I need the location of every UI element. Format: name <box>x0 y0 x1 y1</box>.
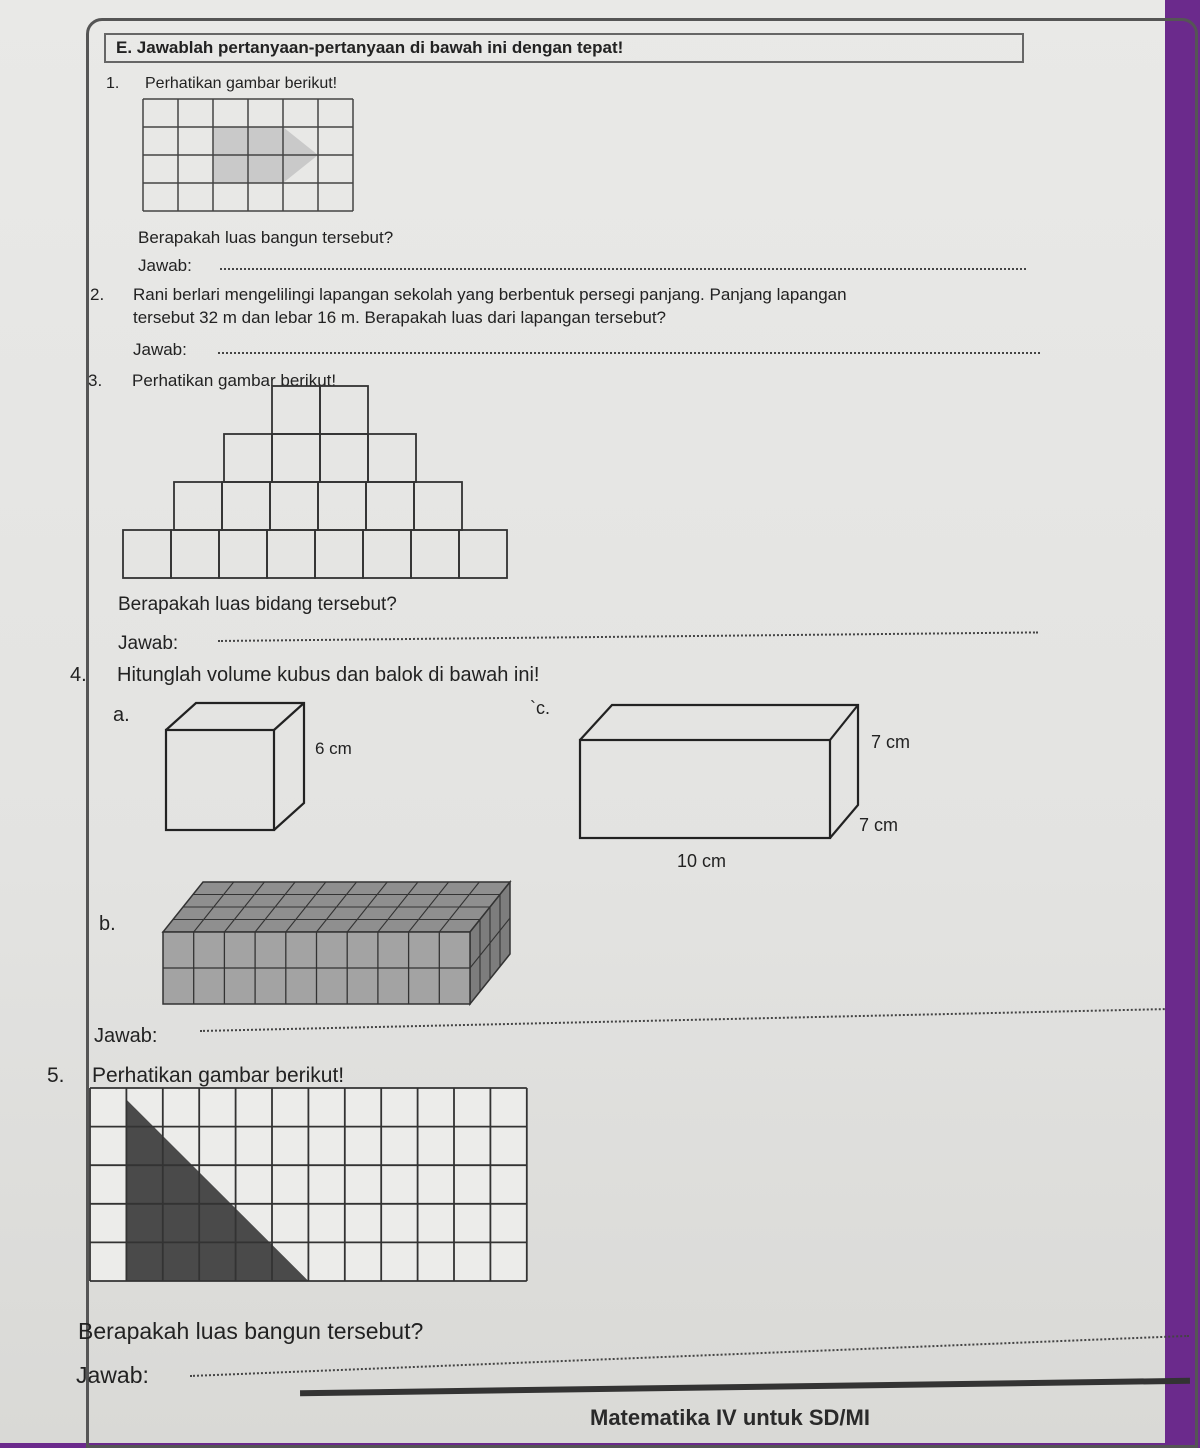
q3-answer-label: Jawab: <box>118 633 179 654</box>
q4-prompt: Hitunglah volume kubus dan balok di bawah ini! <box>117 664 540 686</box>
q4-label-a: a. <box>113 704 130 726</box>
q2-number: 2. <box>90 285 105 304</box>
q5-question: Berapakah luas bangun tersebut? <box>78 1318 424 1344</box>
q4c-length-label: 10 cm <box>677 851 727 871</box>
q4-number: 4. <box>70 664 87 686</box>
q1-answer-label: Jawab: <box>138 256 192 275</box>
q4a-cube-edge-label: 6 cm <box>315 739 352 758</box>
section-title: E. Jawablah pertanyaan-pertanyaan di bawah ini dengan tepat! <box>116 38 624 57</box>
q3-prompt: Perhatikan gambar berikut! <box>132 371 337 390</box>
q4-answer-label: Jawab: <box>94 1025 158 1047</box>
q2-text-line2: tersebut 32 m dan lebar 16 m. Berapakah luas dari lapangan tersebut? <box>133 308 667 327</box>
q2-text-line1: Rani berlari mengelilingi lapangan sekolah yang berbentuk persegi panjang. Panjang lapangan <box>133 285 847 304</box>
q3-number: 3. <box>88 371 103 390</box>
q1-prompt: Perhatikan gambar berikut! <box>145 75 338 92</box>
footer-book-title: Matematika IV untuk SD/MI <box>590 1405 870 1430</box>
q2-answer-label: Jawab: <box>133 340 187 359</box>
q4c-height-label: 7 cm <box>871 732 911 752</box>
q5-answer-label: Jawab: <box>76 1362 149 1388</box>
q3-question: Berapakah luas bidang tersebut? <box>118 594 397 615</box>
q5-prompt: Perhatikan gambar berikut! <box>92 1064 345 1087</box>
q4-label-b: b. <box>99 913 116 935</box>
q5-number: 5. <box>47 1064 65 1087</box>
q1-question: Berapakah luas bangun tersebut? <box>138 228 394 247</box>
q1-number: 1. <box>106 75 120 92</box>
q4-label-c: `c. <box>530 698 550 718</box>
q4c-width-label: 7 cm <box>859 815 899 835</box>
